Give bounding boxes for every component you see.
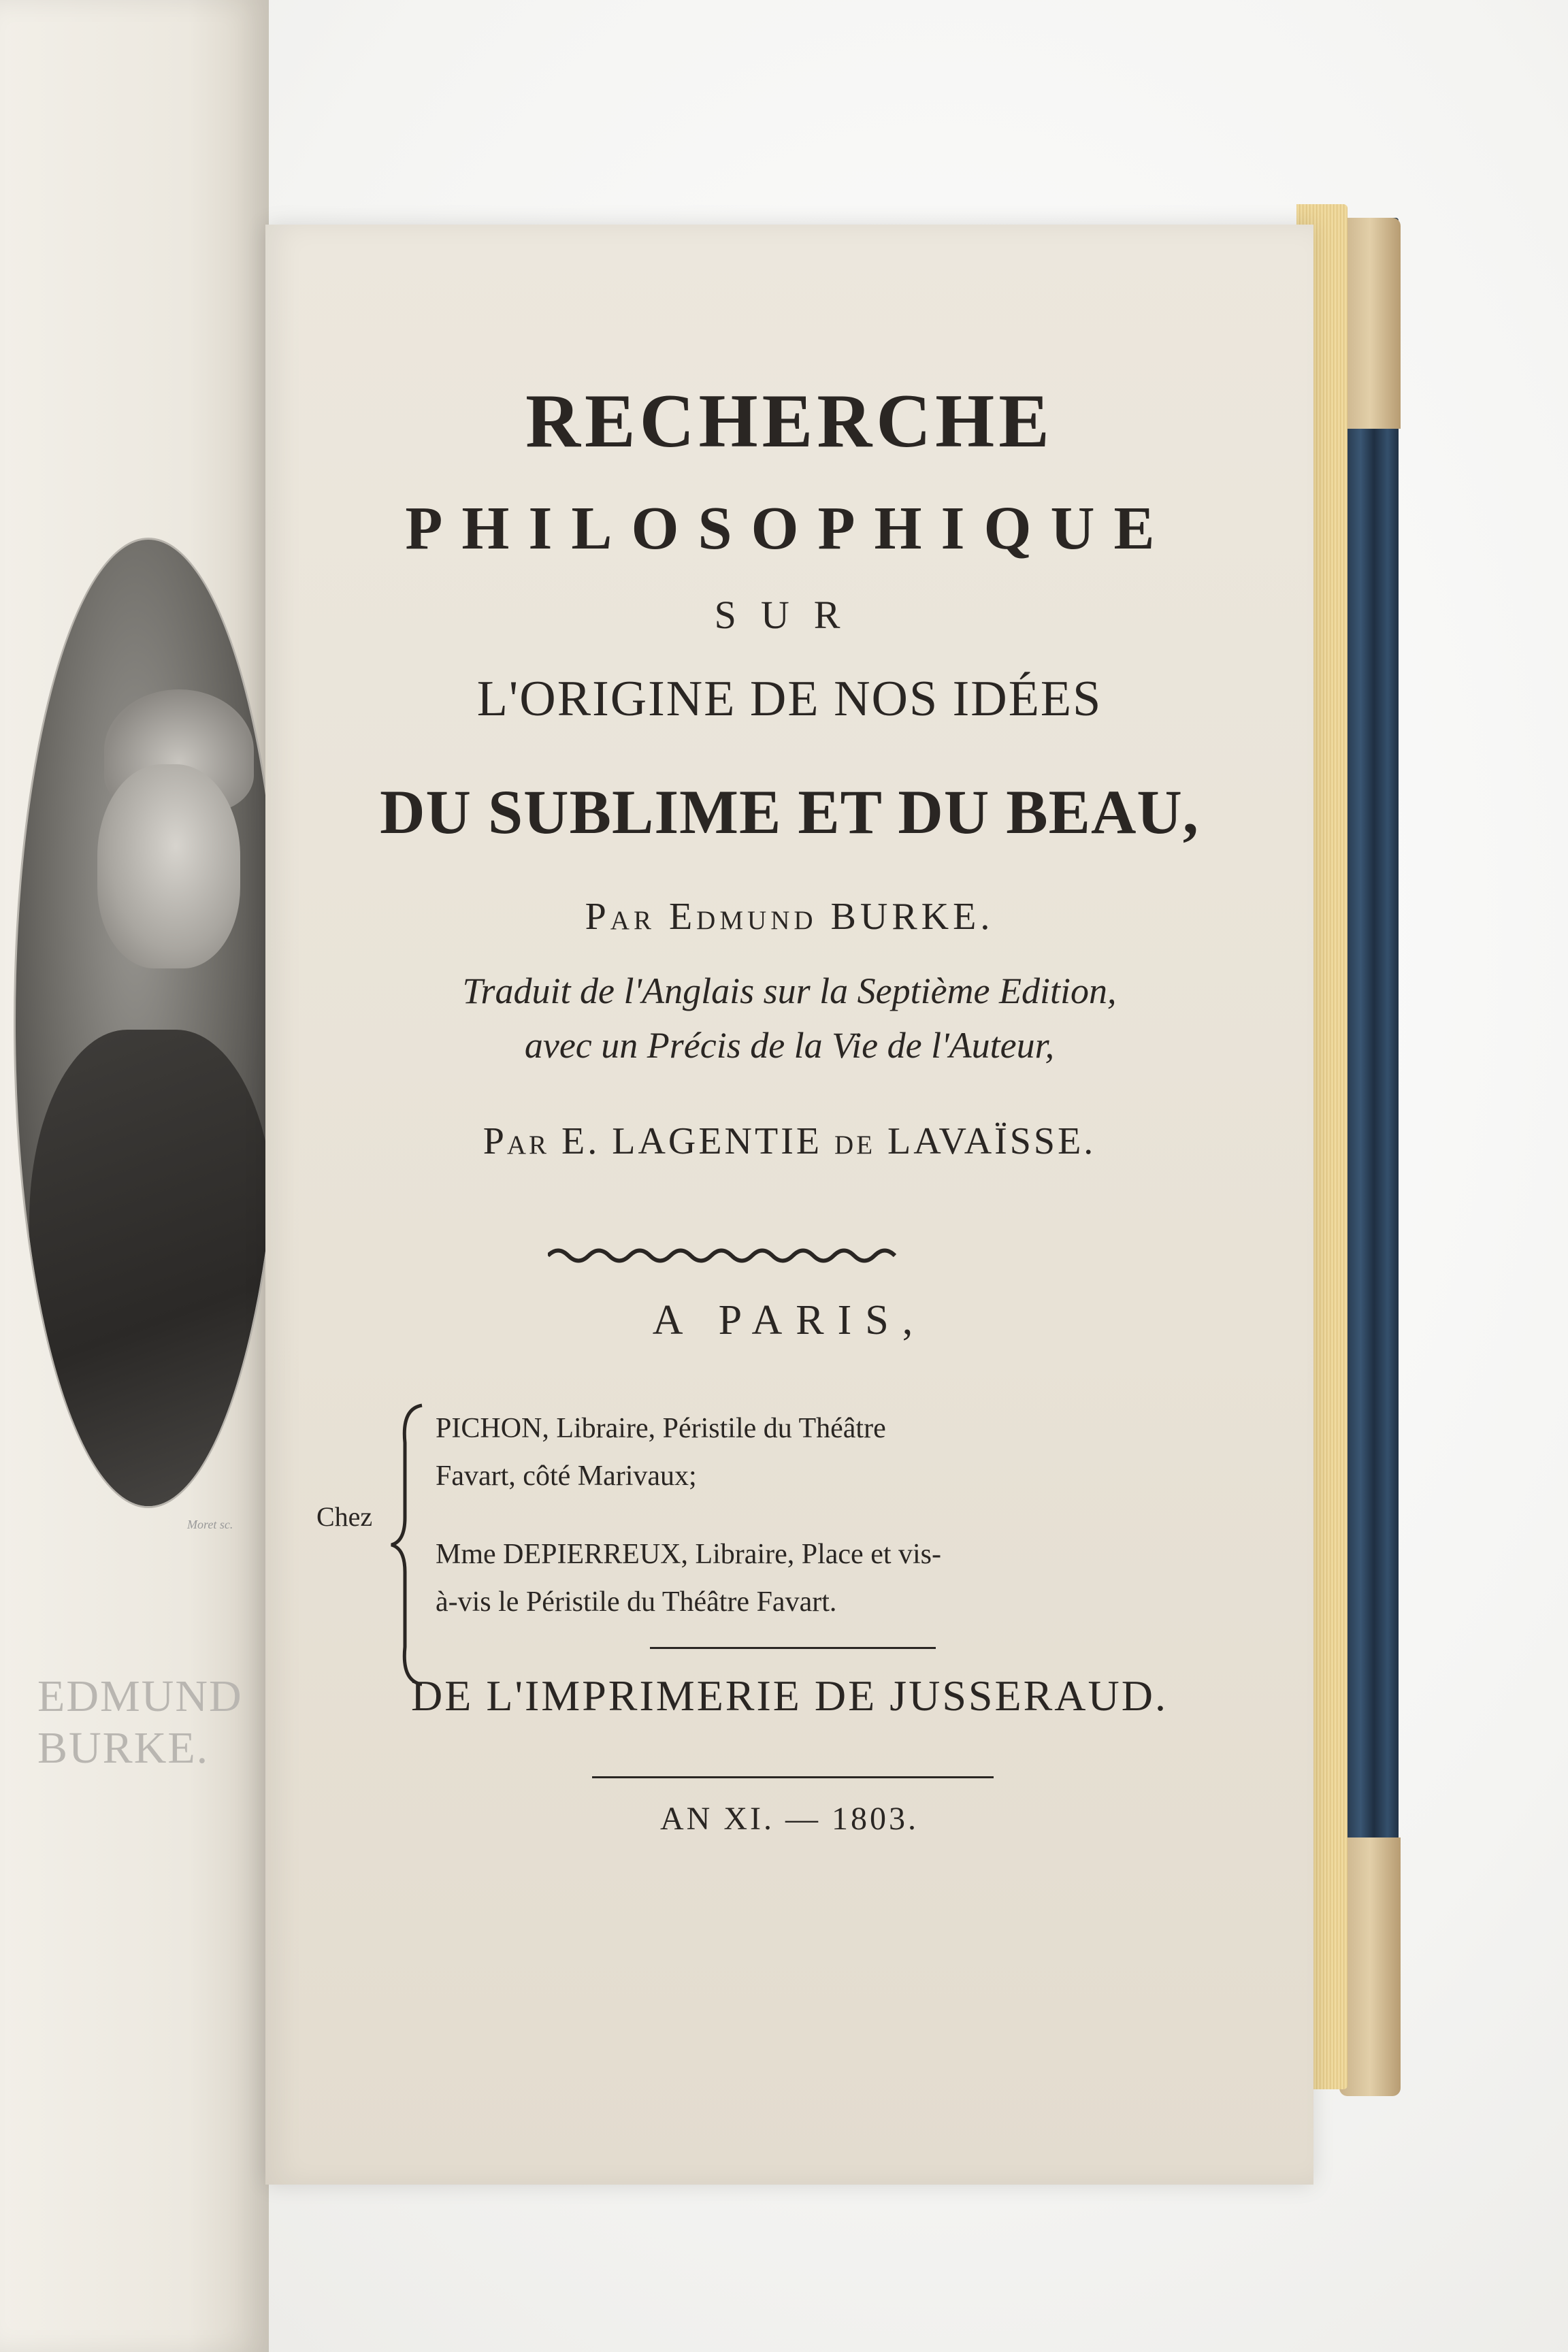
frontispiece-page	[0, 0, 269, 2352]
chez-label: Chez	[316, 1501, 373, 1532]
portrait-engraving	[14, 538, 283, 1508]
printer-line: DE L'IMPRIMERIE DE JUSSERAUD.	[411, 1671, 1168, 1720]
rule-lower	[592, 1776, 994, 1778]
author-line: Par Edmund BURKE.	[585, 896, 994, 938]
translator-line: Par E. LAGENTIE de LAVAÏSSE.	[483, 1120, 1096, 1162]
translation-line-1: Traduit de l'Anglais sur la Septième Edition,	[462, 970, 1117, 1011]
place-line: A PARIS,	[652, 1297, 927, 1343]
title-line-sublime: DU SUBLIME ET DU BEAU,	[380, 777, 1199, 847]
date-line: AN XI. — 1803.	[660, 1801, 919, 1837]
wavy-ornament	[548, 1242, 902, 1269]
portrait-coat	[29, 1030, 274, 1506]
title-line-recherche: RECHERCHE	[525, 379, 1054, 463]
title-line-sur: SUR	[714, 593, 865, 637]
imprint-line-3: Mme DEPIERREUX, Libraire, Place et vis-	[436, 1539, 941, 1570]
portrait-face	[97, 764, 240, 968]
curly-brace	[388, 1402, 429, 1688]
book-spine	[1344, 218, 1399, 2089]
title-line-philosophique: PHILOSOPHIQUE	[405, 495, 1174, 562]
title-line-origine: L'ORIGINE DE NOS IDÉES	[476, 671, 1102, 727]
imprint-line-2: Favart, côté Marivaux;	[436, 1460, 697, 1492]
spine-leather-top	[1339, 218, 1401, 429]
translation-line-2: avec un Précis de la Vie de l'Auteur,	[524, 1025, 1055, 1066]
imprint-line-4: à-vis le Péristile du Théâtre Favart.	[436, 1586, 837, 1618]
spine-leather-bottom	[1339, 1838, 1401, 2096]
rule-upper	[650, 1647, 936, 1649]
imprint-line-1: PICHON, Libraire, Péristile du Théâtre	[436, 1413, 886, 1444]
portrait-caption: EDMUND BURKE.	[37, 1671, 243, 1773]
title-page	[265, 225, 1313, 2185]
engraver-credit: Moret sc.	[187, 1518, 233, 1531]
